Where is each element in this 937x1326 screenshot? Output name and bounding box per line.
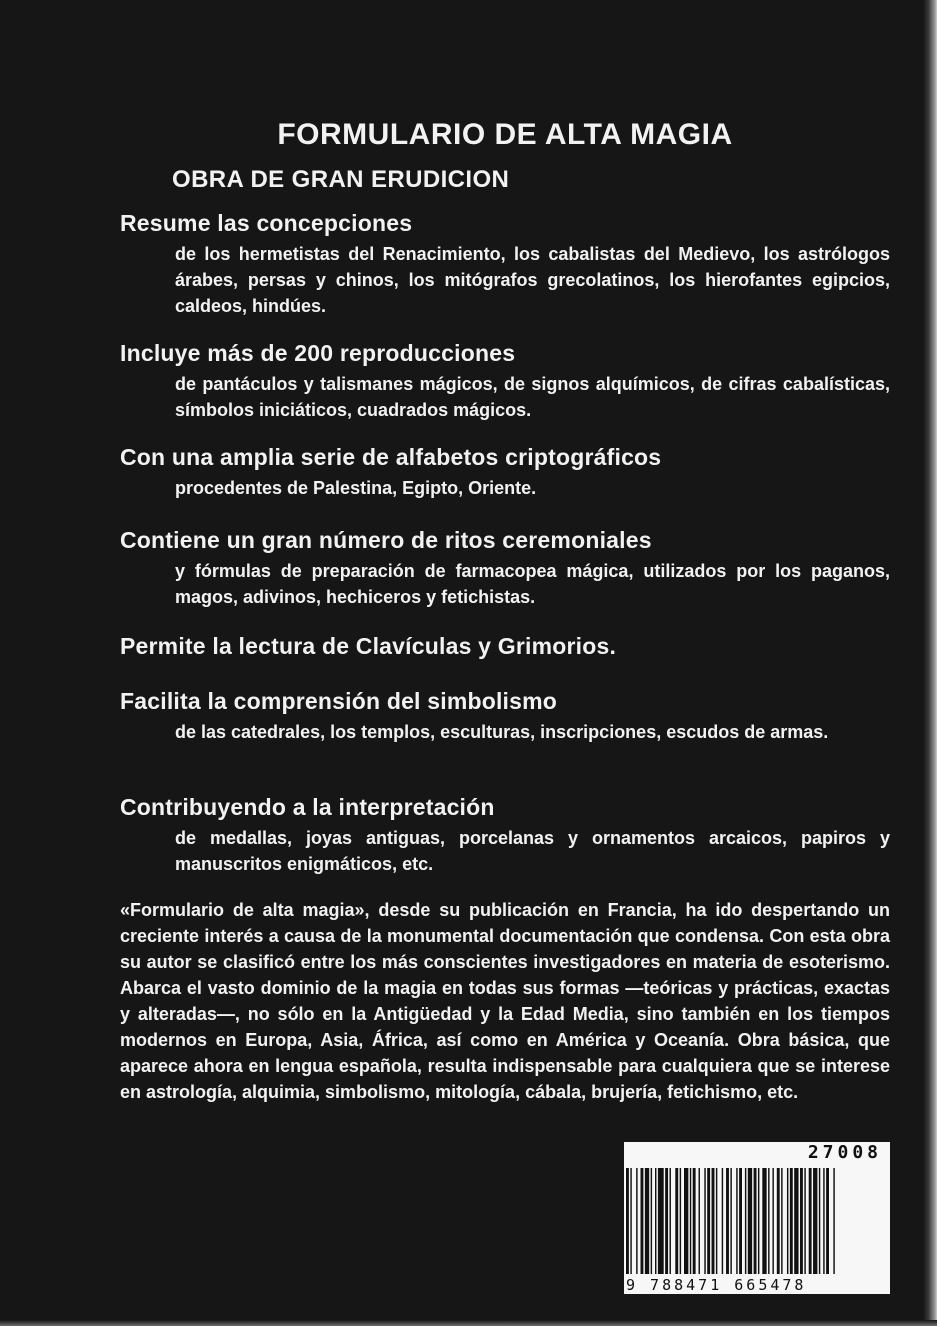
cover-title: FORMULARIO DE ALTA MAGIA <box>277 118 733 151</box>
section-heading: Permite la lectura de Clavículas y Grimorios. <box>120 633 617 659</box>
section-concepciones <box>120 208 890 319</box>
section-heading: Facilita la comprensión del simbolismo <box>120 688 558 714</box>
barcode <box>624 1142 890 1294</box>
section-heading: Resume las concepciones <box>120 210 413 236</box>
cover-edge-bottom <box>0 1320 937 1326</box>
barcode-bars <box>626 1168 888 1274</box>
section-body: de medallas, joyas antiguas, porcelanas y ornamentos arcaicos, papiros y manuscritos enigmáticos, etc. <box>175 828 890 874</box>
section-body: de los hermetistas del Renacimiento, los cabalistas del Medievo, los astrólogos árabes, persas y chinos, los mitógrafos grecolatinos, los hierofantes egipcios, caldeos, hindúes. <box>175 244 890 316</box>
blurb-paragraph: «Formulario de alta magia», desde su publicación en Francia, ha ido despertando un creciente interés a causa de la monumental documentación que condensa. Con esta obra su autor se clasificó entre los más conscientes investigadores en materia de esoterismo. Abarca el vasto dominio de la magia en todas sus formas —teóricas y prácticas, exactas y alteradas—, no sólo en la Antigüedad y la Edad Media, sino también en los tiempos modernos en Europa, Asia, África, así como en América y Oceanía. Obra básica, que aparece ahora en lengua española, resulta indispensable para cualquiera que se interese en astrología, alquimia, simbolismo, mitología, cábala, brujería, fetichismo, etc. <box>120 900 890 1102</box>
section-body: procedentes de Palestina, Egipto, Oriente. <box>175 478 537 498</box>
section-ritos <box>120 525 890 610</box>
barcode-code: 27008 <box>807 1142 882 1163</box>
section-body: y fórmulas de preparación de farmacopea mágica, utilizados por los paganos, magos, adivinos, hechiceros y fetichistas. <box>175 561 890 607</box>
section-interpretacion <box>120 792 890 877</box>
section-heading: Contribuyendo a la interpretación <box>120 794 495 820</box>
cover-subtitle: OBRA DE GRAN ERUDICION <box>172 166 510 193</box>
section-body: de las catedrales, los templos, esculturas, inscripciones, escudos de armas. <box>175 722 829 742</box>
section-claviculas <box>120 631 890 661</box>
section-heading: Incluye más de 200 reproducciones <box>120 340 516 366</box>
barcode-isbn: 9 788471 665478 <box>626 1276 807 1294</box>
section-simbolismo <box>120 686 890 745</box>
section-reproducciones <box>120 338 890 423</box>
section-heading: Contiene un gran número de ritos ceremoniales <box>120 527 652 553</box>
cover-edge-right <box>923 0 937 1326</box>
section-alfabetos <box>120 442 890 501</box>
section-heading: Con una amplia serie de alfabetos criptográficos <box>120 444 662 470</box>
section-body: de pantáculos y talismanes mágicos, de signos alquímicos, de cifras cabalísticas, símbolos iniciáticos, cuadrados mágicos. <box>175 374 890 420</box>
